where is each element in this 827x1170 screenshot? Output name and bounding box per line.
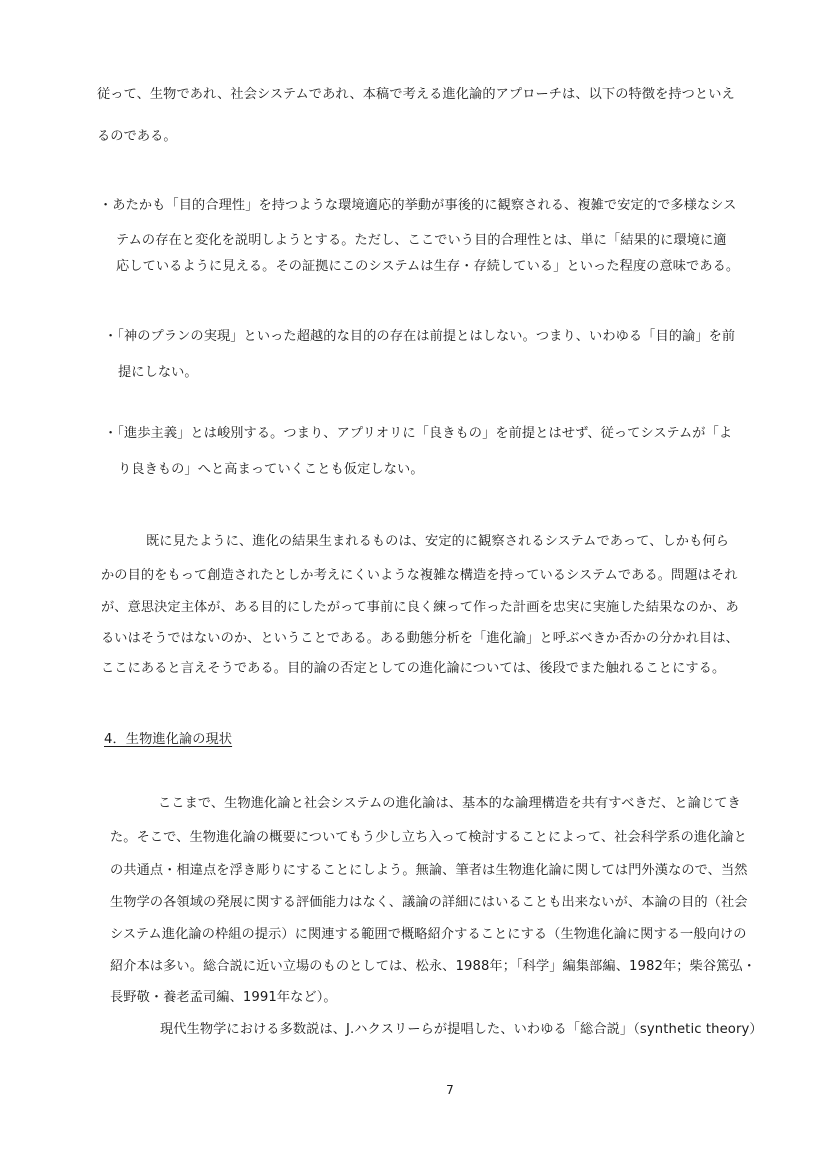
- page-number: 7: [446, 1083, 454, 1097]
- text-line: るいはそうではないのか、ということである。ある動態分析を「進化論」と呼ぶべきか否かの分かれ目は、: [101, 631, 739, 646]
- text-line: 現代生物学における多数説は、J.ハクスリーらが提唱した、いわゆる「総合説」（synthetic theory）: [160, 1022, 763, 1037]
- text-line: 応しているように見える。その証拠にこのシステムは生存・存続している」といった程度の意味である。: [116, 259, 740, 274]
- text-line: 提にしない。: [118, 365, 198, 380]
- section-heading: 4．生物進化論の現状: [104, 732, 233, 747]
- text-line: かの目的をもって創造されたとしか考えにくいような複雑な構造を持っているシステムである。問題はそれ: [101, 568, 738, 583]
- text-line: が、意思決定主体が、ある目的にしたがって事前に良く練って作った計画を忠実に実施した結果なのか、あ: [101, 600, 739, 615]
- text-line: システム進化論の枠組の提示）に関連する範囲で概略紹介することにする（生物進化論に関する一般向けの: [110, 927, 747, 942]
- text-line: ・あたかも「目的合理性」を持つような環境適応的挙動が事後的に観察される、複雑で安定的で多様なシス: [99, 198, 737, 213]
- text-line: るのである。: [97, 129, 177, 144]
- text-line: ここまで、生物進化論と社会システムの進化論は、基本的な論理構造を共有すべきだ、と論じてき: [158, 796, 741, 811]
- text-line: た。そこで、生物進化論の概要についてもう少し立ち入って検討することによって、社会科学系の進化論と: [110, 830, 748, 845]
- text-line: 従って、生物であれ、社会システムであれ、本稿で考える進化論的アプローチは、以下の特徴を持つといえ: [97, 87, 735, 102]
- text-line: の共通点・相違点を浮き彫りにすることにしよう。無論、筆者は生物進化論に関しては門外漢なので、当然: [110, 863, 748, 878]
- text-line: 紹介本は多い。総合説に近い立場のものとしては、松永、1988年；「科学」編集部編、1982年；柴谷篤弘・: [110, 959, 756, 974]
- text-line: 生物学の各領域の発展に関する評価能力はなく、議論の詳細にはいることも出来ないが、本論の目的（社会: [110, 895, 748, 910]
- text-line: ・「神のプランの実現」といった超越的な目的の存在は前提とはしない。つまり、いわゆる「目的論」を前: [104, 329, 736, 344]
- text-line: ここにあると言えそうである。目的論の否定としての進化論については、後段でまた触れることにする。: [101, 661, 726, 676]
- text-line: り良きもの」へと高まっていくことも仮定しない。: [118, 462, 424, 477]
- text-line: テムの存在と変化を説明しようとする。ただし、ここでいう目的合理性とは、単に「結果的に環境に適: [116, 233, 727, 248]
- text-line: ・「進歩主義」とは峻別する。つまり、アプリオリに「良きもの」を前提とはせず、従ってシステムが「よ: [104, 426, 733, 441]
- text-line: 長野敬・養老孟司編、1991年など）。: [110, 990, 337, 1005]
- text-line: 既に見たように、進化の結果生まれるものは、安定的に観察されるシステムであって、しかも何ら: [146, 534, 729, 549]
